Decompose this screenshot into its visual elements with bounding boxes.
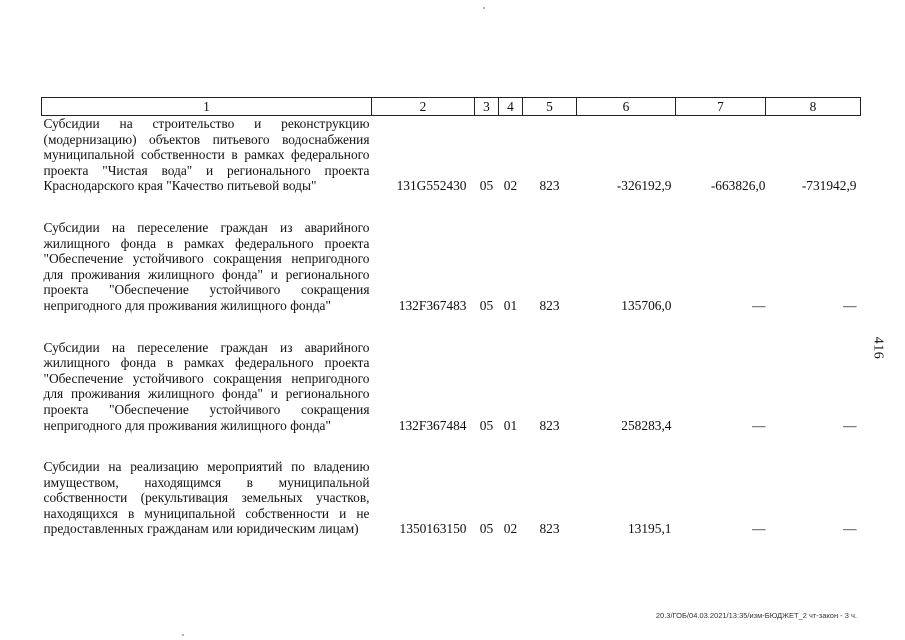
- row-value-8: —: [843, 417, 857, 433]
- row-value-8: —: [843, 521, 857, 537]
- row-code: 132F367484: [398, 417, 467, 433]
- footer-document-code: 20.3/ГОБ/04.03.2021/13:35/изм-БЮДЖЕТ_2 чт-закон - 3 ч.: [655, 611, 857, 620]
- row-code: 1350163150: [399, 521, 467, 537]
- table-row: [42, 116, 861, 200]
- row-value-6: 13195,1: [627, 521, 672, 537]
- header-col-1: 1: [42, 98, 372, 116]
- row-grbs: 823: [539, 297, 560, 313]
- table-row: [42, 220, 861, 320]
- table-row: [42, 340, 861, 440]
- row-grbs: 823: [539, 417, 560, 433]
- page-number: 416: [870, 336, 886, 360]
- row-section: 05: [479, 297, 494, 313]
- row-value-7: —: [752, 417, 766, 433]
- row-section: 05: [479, 417, 494, 433]
- scan-speck: [483, 7, 485, 9]
- row-name: Субсидии на строительство и реконструкцию (модернизацию) объектов питьевого водоснабжения муниципальной собственности в рамках федерального проекта "Чистая вода" и регионального проекта Краснодарского края "Качество питьевой воды": [43, 116, 370, 194]
- row-value-7: -663826,0: [710, 178, 766, 194]
- row-grbs: 823: [539, 521, 560, 537]
- row-section: 05: [479, 178, 494, 194]
- row-value-6: 258283,4: [621, 417, 672, 433]
- header-col-3: 3: [475, 98, 499, 116]
- row-value-7: —: [752, 297, 766, 313]
- row-name: Субсидии на переселение граждан из аварийного жилищного фонда в рамках федерального проекта "Обеспечение устойчивого сокращения непригодного для проживания жилищного фонда" и регионального проекта "Обеспечение устойчивого сокращения непригодного для проживания жилищного фонда": [43, 339, 370, 433]
- row-subsection: 01: [503, 417, 518, 433]
- row-grbs: 823: [539, 178, 560, 194]
- table-header: [42, 98, 861, 116]
- row-value-6: 135706,0: [621, 297, 672, 313]
- row-value-8: -731942,9: [801, 178, 857, 194]
- row-name: Субсидии на переселение граждан из аварийного жилищного фонда в рамках федерального проекта "Обеспечение устойчивого сокращения непригодного для проживания жилищного фонда" и регионального проекта "Обеспечение устойчивого сокращения непригодного для проживания жилищного фонда": [43, 219, 370, 313]
- header-col-5: 5: [523, 98, 577, 116]
- header-col-4: 4: [499, 98, 523, 116]
- header-col-2: 2: [372, 98, 475, 116]
- row-name: Субсидии на реализацию мероприятий по владению имуществом, находящимся в муниципальной собственности (рекультивация земельных участков, находящихся в муниципальной собственности и не предоставленных гражданам или юридическим лицам): [43, 459, 370, 537]
- row-subsection: 01: [503, 297, 518, 313]
- header-col-6: 6: [577, 98, 676, 116]
- row-subsection: 02: [503, 521, 518, 537]
- scan-speck: [182, 634, 184, 636]
- row-code: 132F367483: [398, 297, 467, 313]
- header-col-7: 7: [676, 98, 766, 116]
- row-subsection: 02: [503, 178, 518, 194]
- table-row: [42, 459, 861, 543]
- budget-table: [41, 97, 861, 543]
- row-section: 05: [479, 521, 494, 537]
- row-value-7: —: [752, 521, 766, 537]
- row-value-6: -326192,9: [616, 178, 672, 194]
- row-value-8: —: [843, 297, 857, 313]
- header-col-8: 8: [766, 98, 861, 116]
- row-code: 131G552430: [396, 178, 467, 194]
